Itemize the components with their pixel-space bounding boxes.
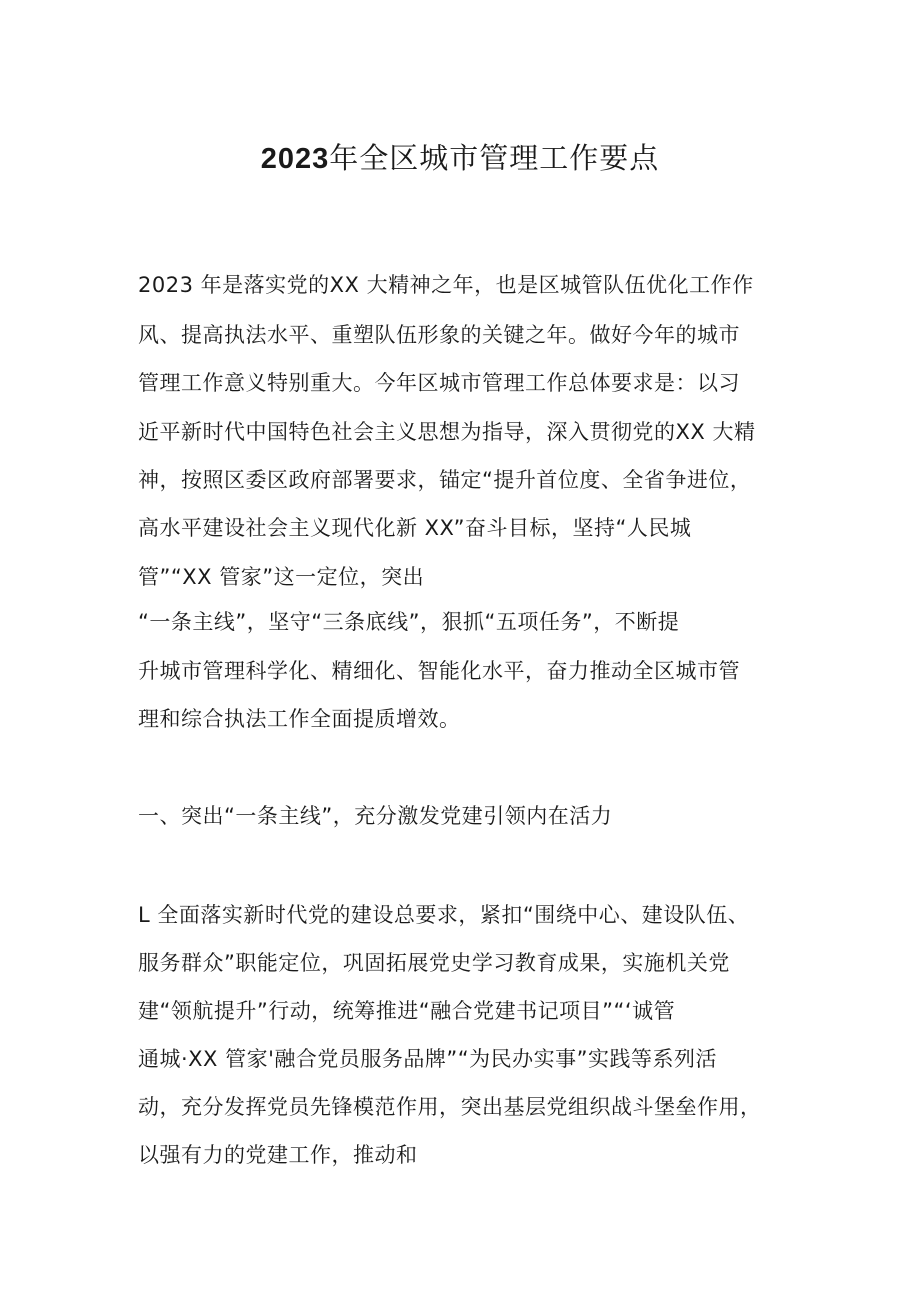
intro-line: 近平新时代中国特色社会主义思想为指导，深入贯彻党的XX 大精 bbox=[138, 420, 756, 444]
intro-line: 高水平建设社会主义现代化新 XX”奋斗目标，坚持“人民城 bbox=[138, 516, 692, 540]
intro-line: 神，按照区委区政府部署要求，锚定“提升首位度、全省争进位， bbox=[138, 468, 752, 492]
intro-line: 2023 年是落实党的XX 大精神之年，也是区城管队伍优化工作作 bbox=[138, 273, 754, 297]
document-title bbox=[0, 138, 920, 179]
section-line: 建“领航提升”行动，统筹推进“融合党建书记项目”“‘诚管 bbox=[138, 999, 676, 1023]
intro-line: 管理工作意义特别重大。今年区城市管理工作总体要求是：以习 bbox=[138, 371, 740, 395]
section-line: L 全面落实新时代党的建设总要求，紧扣“围绕中心、建设队伍、 bbox=[138, 903, 750, 927]
title-year: 2023 bbox=[260, 143, 330, 175]
intro-line: “一条主线”，坚守“三条底线”，狠抓“五项任务”，不断提 bbox=[138, 610, 680, 634]
intro-line: 升城市管理科学化、精细化、智能化水平，奋力推动全区城市管 bbox=[138, 659, 740, 683]
intro-line: 管”“XX 管家”这一定位，突出 bbox=[138, 565, 425, 589]
section-line: 以强有力的党建工作，推动和 bbox=[138, 1143, 418, 1167]
title-text: 年全区城市管理工作要点 bbox=[329, 141, 660, 175]
section-line: 通城·XX 管家'融合党员服务品牌”“为民办实事”实践等系列活 bbox=[138, 1047, 718, 1071]
intro-line: 理和综合执法工作全面提质增效。 bbox=[138, 707, 461, 731]
section-line: 动，充分发挥党员先锋模范作用，突出基层党组织战斗堡垒作用， bbox=[138, 1095, 762, 1119]
section-line: 服务群众”职能定位，巩固拓展党史学习教育成果，实施机关党 bbox=[138, 951, 730, 975]
section-heading: 一、突出“一条主线”，充分激发党建引领内在活力 bbox=[138, 804, 613, 828]
intro-line: 风、提高执法水平、重塑队伍形象的关键之年。做好今年的城市 bbox=[138, 323, 740, 347]
